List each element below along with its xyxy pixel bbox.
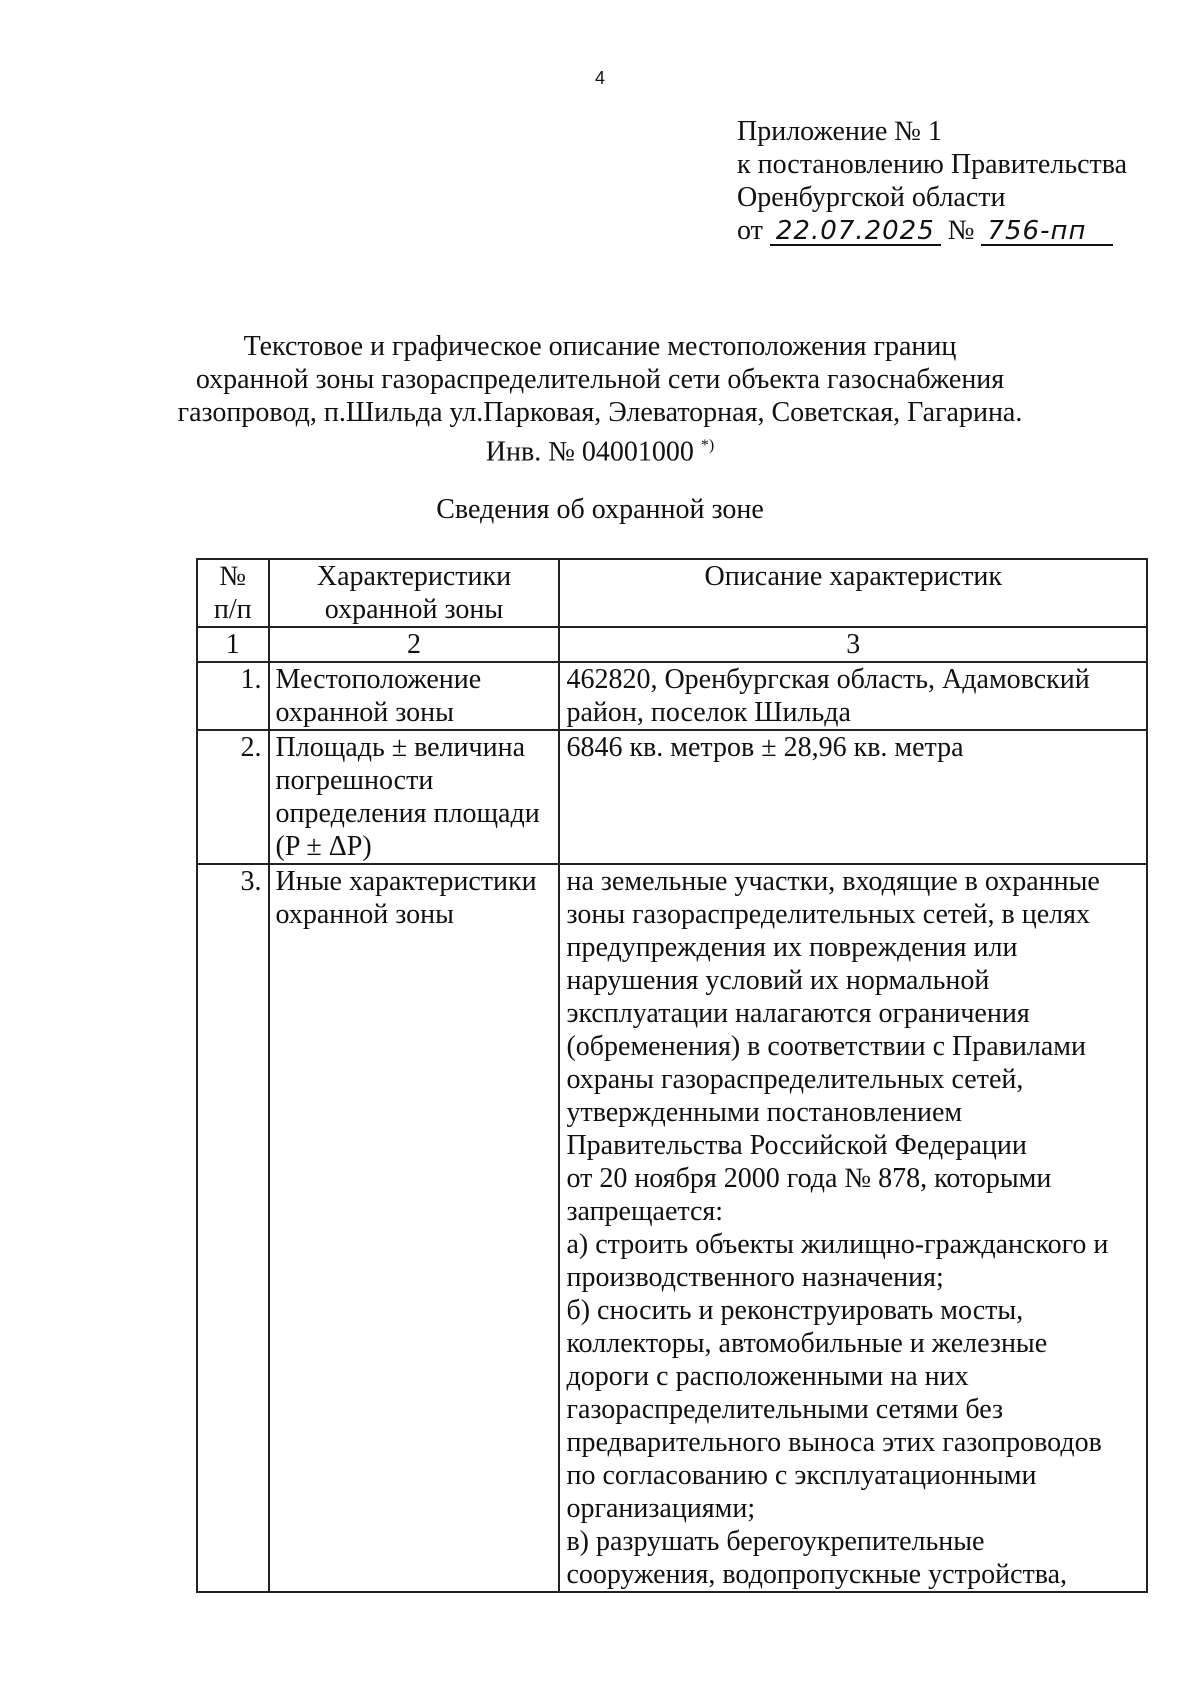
appendix-block <box>737 115 1127 247</box>
row-number: 2. <box>197 730 269 864</box>
characteristic-line: определения площади <box>275 798 540 829</box>
column-number: 3 <box>559 627 1147 662</box>
table-row <box>197 662 1147 730</box>
description-line: предупреждения их повреждения или <box>566 932 1018 963</box>
header-number-line-2: п/п <box>213 594 252 625</box>
appendix-line-1: Приложение № 1 <box>737 116 942 147</box>
description-line: дороги с расположенными на них <box>566 1361 969 1392</box>
title-line-4 <box>0 429 1200 468</box>
table-header-row <box>197 559 1147 627</box>
column-number: 1 <box>197 627 269 662</box>
appendix-line-3: Оренбургской области <box>737 182 1006 213</box>
title-line-3: газопровод, п.Шильда ул.Парковая, Элеваторная, Советская, Гагарина. <box>177 397 1023 428</box>
date-prefix: от <box>737 215 763 246</box>
description-line: зоны газораспределительных сетей, в целях <box>566 899 1091 930</box>
description-line: газораспределительными сетями без <box>566 1394 1004 1425</box>
characteristic-line: охранной зоны <box>275 697 454 728</box>
appendix-date-line <box>737 214 1127 247</box>
header-characteristic <box>269 559 560 627</box>
row-description <box>559 730 1147 864</box>
description-line: утвержденными постановлением <box>566 1097 963 1128</box>
appendix-line-2: к постановлению Правительства <box>737 149 1128 180</box>
row-number: 1. <box>197 662 269 730</box>
description-line: предварительного выноса этих газопроводов <box>566 1427 1102 1458</box>
header-number-line-1: № <box>219 561 247 592</box>
header-number <box>197 559 269 627</box>
description-line: 462820, Оренбургская область, Адамовский <box>566 664 1090 695</box>
description-line: охраны газораспределительных сетей, <box>566 1064 1024 1095</box>
description-line: от 20 ноября 2000 года № 878, которыми <box>566 1163 1052 1194</box>
header-description-text: Описание характеристик <box>704 561 1002 592</box>
column-number-row <box>197 627 1147 662</box>
description-line: коллекторы, автомобильные и железные <box>566 1328 1048 1359</box>
table-row <box>197 730 1147 864</box>
table-body <box>197 662 1147 1592</box>
description-line: б) сносить и реконструировать мосты, <box>566 1295 1024 1326</box>
row-characteristic <box>269 662 560 730</box>
characteristic-line: (P ± ΔP) <box>275 831 372 862</box>
description-line: 6846 кв. метров ± 28,96 кв. метра <box>566 732 964 763</box>
characteristic-line: Площадь ± величина <box>275 732 526 763</box>
row-number: 3. <box>197 864 269 1592</box>
description-line: нарушения условий их нормальной <box>566 965 990 996</box>
row-description <box>559 662 1147 730</box>
header-description <box>559 559 1147 627</box>
description-line: в) разрушать берегоукрепительные <box>566 1526 985 1557</box>
description-line: сооружения, водопропускные устройства, <box>566 1559 1068 1590</box>
handwritten-number: 756-пп <box>981 218 1113 246</box>
characteristic-line: охранной зоны <box>275 899 454 930</box>
document-title <box>0 330 1200 468</box>
description-line: (обременения) в соответствии с Правилами <box>566 1031 1086 1062</box>
description-line: производственного назначения; <box>566 1262 944 1293</box>
column-number: 2 <box>269 627 560 662</box>
zone-info-table <box>196 558 1148 1593</box>
characteristic-line: погрешности <box>275 765 434 796</box>
description-line: запрещается: <box>566 1196 724 1227</box>
section-subtitle: Сведения об охранной зоне <box>436 494 764 525</box>
page-number: 4 <box>594 68 605 88</box>
description-line: эксплуатации налагаются ограничения <box>566 998 1030 1029</box>
inventory-number: Инв. № 04001000 <box>485 436 694 468</box>
characteristic-line: Иные характеристики <box>275 866 537 897</box>
description-line: а) строить объекты жилищно-гражданского и <box>566 1229 1109 1260</box>
number-sign: № <box>947 215 975 246</box>
description-line: район, поселок Шильда <box>566 697 851 728</box>
table-row <box>197 864 1147 1592</box>
header-characteristic-line-2: охранной зоны <box>324 594 504 625</box>
characteristic-line: Местоположение <box>275 664 482 695</box>
description-line: организациями; <box>566 1493 756 1524</box>
handwritten-date: 22.07.2025 <box>770 218 941 246</box>
row-characteristic <box>269 864 560 1592</box>
description-line: Правительства Российской Федерации <box>566 1130 1027 1161</box>
title-line-2: охранной зоны газораспределительной сети объекта газоснабжения <box>195 364 1005 395</box>
description-line: на земельные участки, входящие в охранные <box>566 866 1100 897</box>
title-line-1: Текстовое и графическое описание местоположения границ <box>243 331 957 362</box>
row-description <box>559 864 1147 1592</box>
header-characteristic-line-1: Характеристики <box>316 561 512 592</box>
row-characteristic <box>269 730 560 864</box>
description-line: по согласованию с эксплуатационными <box>566 1460 1037 1491</box>
footnote-mark: *) <box>700 437 715 454</box>
